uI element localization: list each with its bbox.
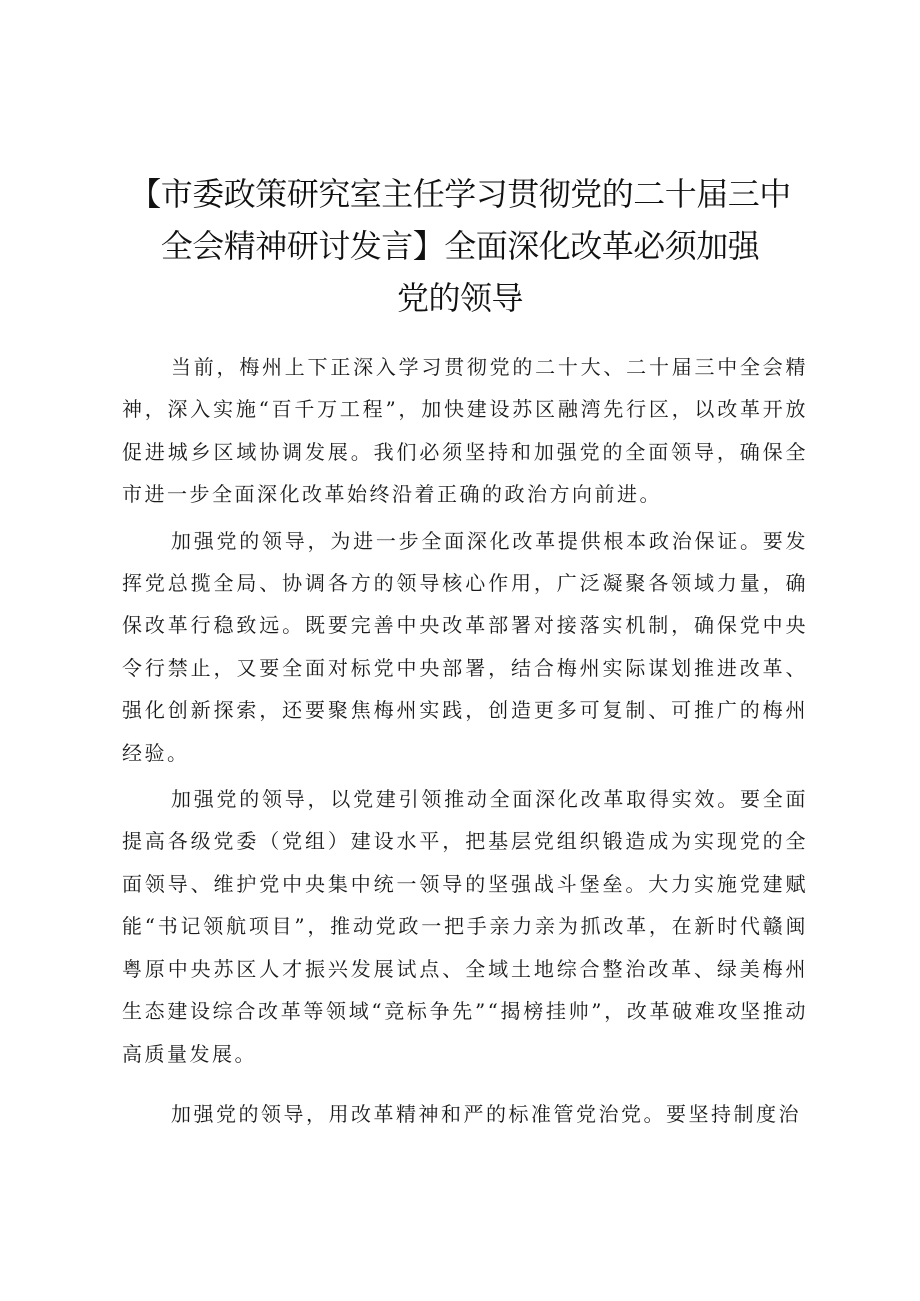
paragraph-3: 加强党的领导，以党建引领推动全面深化改革取得实效。要全面提高各级党委（党组）建设水平，把基层党组织锻造成为实现党的全面领导、维护党中央集中统一领导的坚强战斗堡垒。大力实施党建赋能“书记领航项目”，推动党政一把手亲力亲为抓改革，在新时代赣闽粤原中央苏区人才振兴发展试点、全域土地综合整治改革、绿美梅州生态建设综合改革等领域“竞标争先”“揭榜挂帅”，改革破难攻坚推动高质量发展。 bbox=[122, 787, 808, 1066]
title-line-1: 【市委政策研究室主任学习贯彻党的二十届三中 bbox=[129, 175, 791, 213]
document-body bbox=[122, 346, 808, 1139]
title-line-2: 全会精神研讨发言】全面深化改革必须加强 bbox=[160, 227, 760, 265]
paragraph-2: 加强党的领导，为进一步全面深化改革提供根本政治保证。要发挥党总揽全局、协调各方的领导核心作用，广泛凝聚各领域力量，确保改革行稳致远。既要完善中央改革部署对接落实机制，确保党中央令行禁止，又要全面对标党中央部署，结合梅州实际谋划推进改革、强化创新探索，还要聚焦梅州实践，创造更多可复制、可推广的梅州经验。 bbox=[122, 528, 808, 765]
document-title bbox=[110, 168, 810, 324]
paragraph-4: 加强党的领导，用改革精神和严的标准管党治党。要坚持制度治 bbox=[171, 1101, 801, 1126]
title-line-3: 党的领导 bbox=[396, 279, 523, 317]
paragraph-1: 当前，梅州上下正深入学习贯彻党的二十大、二十届三中全会精神，深入实施“百千万工程”，加快建设苏区融湾先行区，以改革开放促进城乡区域协调发展。我们必须坚持和加强党的全面领导，确保全市进一步全面深化改革始终沿着正确的政治方向前进。 bbox=[122, 355, 808, 507]
